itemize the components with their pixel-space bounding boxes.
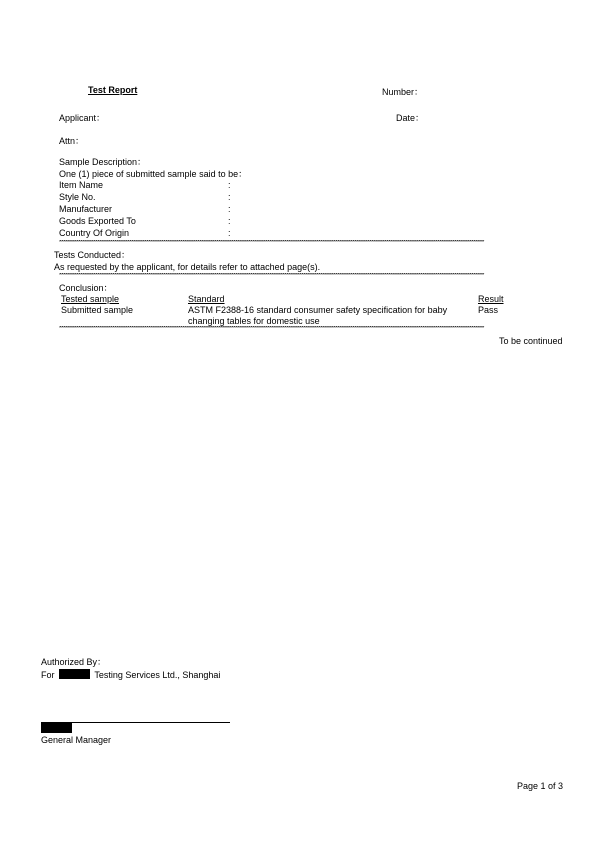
separator-stars: ********************************************************************************************************************************************************************************************************: [59, 326, 484, 332]
sample-intro: One (1) piece of submitted sample said to be：: [59, 169, 248, 179]
field-style-no: [59, 192, 259, 203]
for-prefix: For: [41, 670, 55, 680]
separator-stars: ********************************************************************************************************************************************************************************************************: [59, 273, 484, 279]
row-standard-line1: ASTM F2388-16 standard consumer safety specification for baby: [188, 305, 448, 315]
field-item-name: [59, 180, 259, 191]
report-title: Test Report: [88, 85, 138, 95]
authorized-by-label: Authorized By：: [41, 657, 107, 667]
field-colon: :: [228, 180, 231, 190]
field-label: Style No.: [59, 192, 96, 202]
sample-description-heading: Sample Description：: [59, 157, 147, 167]
field-colon: :: [228, 216, 231, 226]
company-suffix: Testing Services Ltd., Shanghai: [94, 670, 221, 680]
field-colon: :: [228, 204, 231, 214]
row-sample: Submitted sample: [61, 305, 134, 315]
date-label: Date：: [396, 113, 425, 123]
header-tested-sample: Tested sample: [61, 294, 120, 304]
separator-stars: ********************************************************************************************************************************************************************************************************: [59, 240, 484, 246]
tests-conducted-text: As requested by the applicant, for details refer to attached page(s).: [54, 262, 321, 272]
attn-label: Attn：: [59, 136, 85, 146]
field-label: Goods Exported To: [59, 216, 136, 226]
row-result: Pass: [478, 305, 499, 315]
redacted-company-name: [59, 669, 90, 679]
conclusion-heading: Conclusion：: [59, 283, 113, 293]
field-label: Item Name: [59, 180, 104, 190]
tests-conducted-heading: Tests Conducted：: [54, 250, 131, 260]
signatory-title: General Manager: [41, 735, 112, 745]
field-label: Manufacturer: [59, 204, 113, 214]
field-colon: :: [228, 228, 231, 238]
field-country-of-origin: [59, 228, 259, 239]
applicant-label: Applicant：: [59, 113, 106, 123]
field-label: Country Of Origin: [59, 228, 130, 238]
field-manufacturer: [59, 204, 259, 215]
authorized-for: [41, 669, 220, 681]
row-standard-line2: changing tables for domestic use: [188, 316, 320, 326]
field-colon: :: [228, 192, 231, 202]
header-result: Result: [478, 294, 504, 304]
signature-line: [41, 722, 230, 723]
field-goods-exported-to: [59, 216, 259, 227]
to-be-continued: To be continued: [499, 336, 563, 346]
page-number: Page 1 of 3: [517, 781, 564, 791]
number-label: Number：: [382, 87, 424, 97]
header-standard: Standard: [188, 294, 225, 304]
redacted-signature: [41, 723, 72, 733]
